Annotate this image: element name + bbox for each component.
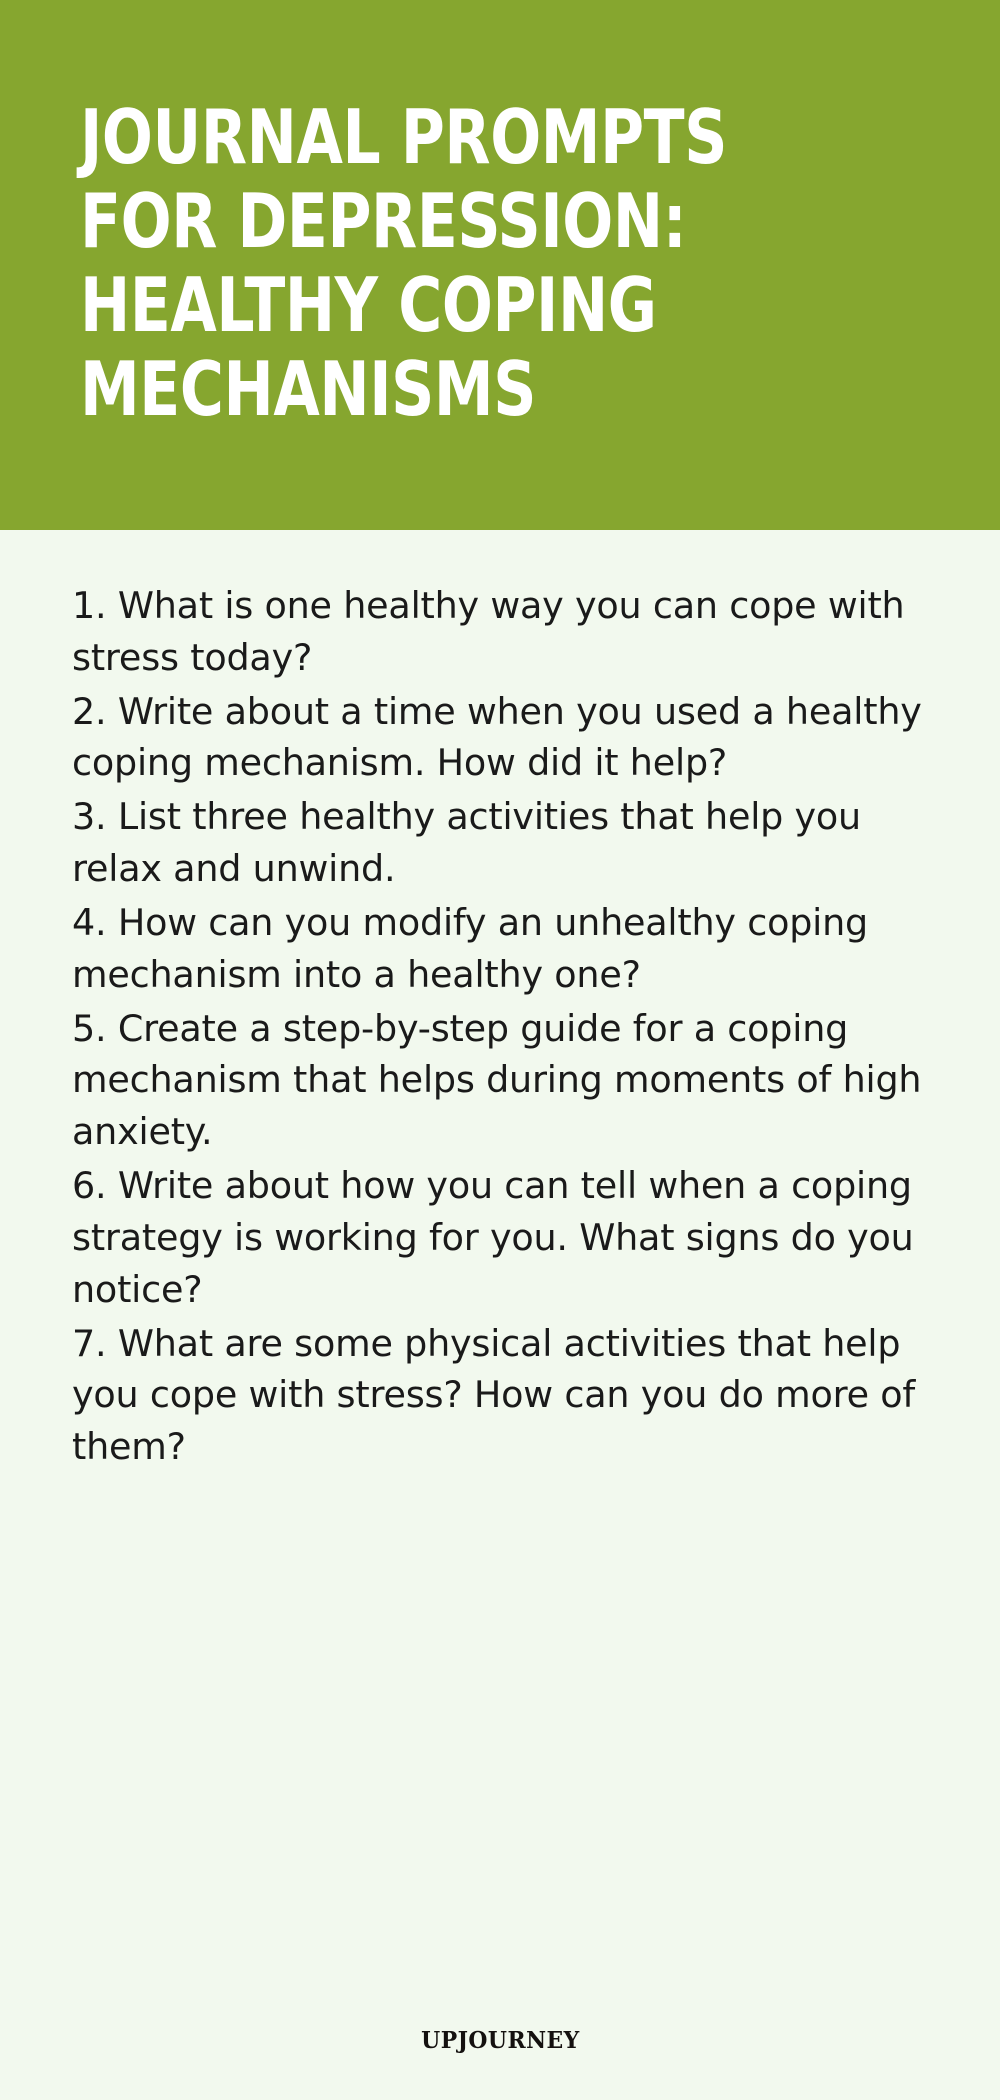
- brand-logo: UPJOURNEY: [420, 2027, 580, 2054]
- footer: [0, 2027, 1000, 2054]
- list-item: 6. Write about how you can tell when a coping strategy is working for you. What signs do you notice?: [72, 1164, 914, 1311]
- list-item: 5. Create a step-by-step guide for a coping mechanism that helps during moments of high anxiety.: [72, 1006, 922, 1154]
- list-item: 4. How can you modify an unhealthy coping mechanism into a healthy one?: [72, 900, 869, 996]
- list-item: 2. Write about a time when you used a healthy coping mechanism. How did it help?: [72, 689, 922, 785]
- prompt-list: [72, 580, 930, 1473]
- list-item: 7. What are some physical activities that help you cope with stress? How can you do more of them?: [72, 1321, 916, 1469]
- list-item: 3. List three healthy activities that help you relax and unwind.: [72, 795, 861, 891]
- prompt-section: [0, 530, 1000, 2100]
- header-banner: [0, 0, 1000, 530]
- list-item: 1. What is one healthy way you can cope with stress today?: [72, 584, 905, 679]
- page-title: JOURNAL PROMPTS FOR DEPRESSION: HEALTHY COPING MECHANISMS: [80, 93, 728, 433]
